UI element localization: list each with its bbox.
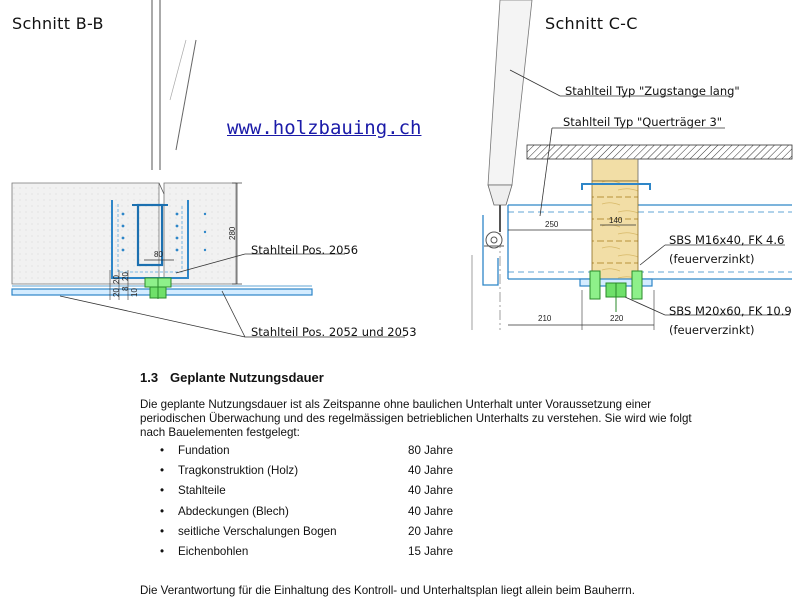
section-paragraph: Die geplante Nutzungsdauer ist als Zeitspanne ohne baulichen Unterhalt unter Voraussetzung einer periodischen Überwachung und des regelmässigen betrieblichen Unterhalts zu verstehen. Sie wird wie folgt nach Bauelementen festgelegt: [140, 398, 692, 439]
callout-quertraeger: Stahlteil Typ "Querträger 3" [563, 115, 723, 129]
callout-pos-2056: Stahlteil Pos. 2056 [251, 243, 359, 257]
section-b-b-drawing [12, 0, 405, 337]
callout-sbs-m20-note: (feuerverzinkt) [669, 323, 755, 337]
dim-10: 10 [130, 288, 139, 297]
item-duration: 20 Jahre [408, 524, 454, 538]
item-name: Stahlteile [178, 484, 226, 498]
list-item [160, 444, 480, 464]
section-c-c-drawing [472, 0, 792, 330]
section-heading [140, 370, 324, 385]
dim-20-b: 20 [112, 275, 121, 284]
dim-20-c: 20 [121, 272, 130, 281]
callout-zugstange: Stahlteil Typ "Zugstange lang" [565, 84, 740, 98]
item-duration: 15 Jahre [408, 544, 454, 558]
list-item [160, 505, 480, 525]
timber-beam [592, 181, 638, 279]
item-duration: 80 Jahre [408, 444, 454, 457]
bullet: • [160, 484, 165, 498]
dim-210: 210 [538, 314, 552, 323]
list-item [160, 545, 480, 565]
timber-block [592, 159, 638, 181]
callout-sbs-m16-note: (feuerverzinkt) [669, 252, 755, 266]
callout-sbs-m16: SBS M16x40, FK 4.6 [669, 233, 785, 247]
heading-section-c-c: Schnitt C-C [545, 14, 638, 33]
heading-section-b-b: Schnitt B-B [12, 14, 104, 33]
dim-140: 140 [609, 216, 623, 225]
dim-220: 220 [610, 314, 624, 323]
website-link[interactable]: www.holzbauing.ch [227, 117, 422, 139]
lifetime-list [160, 444, 480, 565]
section-title: Geplante Nutzungsdauer [170, 370, 324, 385]
list-item [160, 484, 480, 504]
callout-sbs-m20: SBS M20x60, FK 10.9 [669, 304, 792, 318]
footer-note: Die Verantwortung für die Einhaltung des Kontroll- und Unterhaltsplan liegt allein beim Bauherrn. [140, 584, 635, 597]
item-name: Abdeckungen (Blech) [178, 504, 289, 518]
dim-280: 280 [228, 226, 237, 240]
bullet: • [160, 444, 165, 457]
item-name: Tragkonstruktion (Holz) [178, 464, 299, 478]
deck-hatch [527, 145, 792, 159]
list-item [160, 525, 480, 545]
bullet: • [160, 464, 165, 478]
dim-250: 250 [545, 220, 559, 229]
dim-20-a: 20 [112, 288, 121, 297]
list-item [160, 464, 480, 484]
item-duration: 40 Jahre [408, 464, 454, 478]
bullet: • [160, 504, 165, 518]
bullet: • [160, 524, 165, 538]
dim-80: 80 [154, 250, 163, 259]
item-name: seitliche Verschalungen Bogen [178, 524, 337, 538]
section-number: 1.3 [140, 370, 159, 385]
item-name: Eichenbohlen [178, 544, 249, 558]
callout-pos-2052-2053: Stahlteil Pos. 2052 und 2053 [251, 325, 417, 339]
bullet: • [160, 544, 165, 558]
item-name: Fundation [178, 444, 230, 457]
item-duration: 40 Jahre [408, 484, 454, 498]
item-duration: 40 Jahre [408, 504, 454, 518]
dim-8: 8 [121, 286, 130, 291]
slab-right [164, 183, 236, 284]
